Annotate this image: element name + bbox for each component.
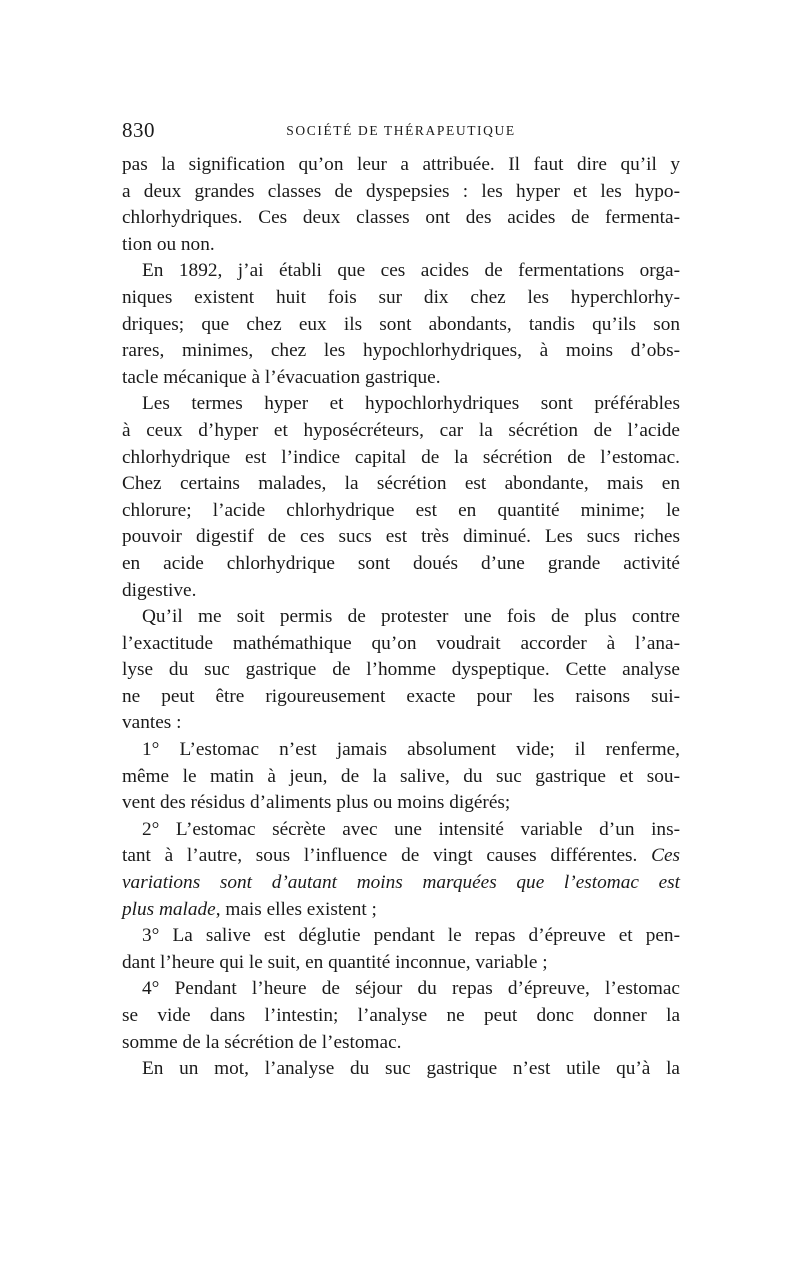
text-line <box>122 897 680 924</box>
text-line: Les termes hyper et hypochlorhydriques sont préférables <box>142 393 680 415</box>
text-line: chlorhydrique est l’indice capital de la sécrétion de l’estomac. <box>122 446 680 468</box>
italic-segment: variations sont d’autant moins marquées que l’estomac est <box>122 872 680 894</box>
text-line: à ceux d’hyper et hyposécréteurs, car la sécrétion de l’acide <box>122 419 680 441</box>
text-line <box>122 870 680 897</box>
text-segment: tant à l’autre, sous l’influence de vingt causes différentes. <box>122 845 652 867</box>
page-number: 830 <box>122 118 155 142</box>
text-line: chlorhydriques. Ces deux classes ont des acides de fermenta- <box>122 207 680 229</box>
text-line: tacle mécanique à l’évacuation gastrique. <box>122 366 441 388</box>
text-line: driques; que chez eux ils sont abondants, tandis qu’ils son <box>122 313 680 335</box>
text-line: vent des résidus d’aliments plus ou moins digérés; <box>122 792 511 814</box>
running-header <box>122 118 680 148</box>
text-line: En un mot, l’analyse du suc gastrique n’est utile qu’à la <box>142 1058 680 1080</box>
paragraph <box>122 152 680 258</box>
text-line: pas la signification qu’on leur a attribuée. Il faut dire qu’il y <box>122 154 680 175</box>
text-line: niques existent huit fois sur dix chez les hyperchlorhy- <box>122 286 680 308</box>
paragraph <box>122 604 680 737</box>
text-line: lyse du suc gastrique de l’homme dyspeptique. Cette analyse <box>122 659 680 681</box>
italic-segment: Ces <box>651 845 680 867</box>
numbered-paragraph <box>122 923 680 976</box>
paragraph <box>122 258 680 391</box>
text-line: 3° La salive est déglutie pendant le repas d’épreuve et pen- <box>142 925 680 947</box>
text-segment: , mais elles existent ; <box>215 898 377 920</box>
text-line: dant l’heure qui le suit, en quantité inconnue, variable ; <box>122 951 548 973</box>
text-line: 1° L’estomac n’est jamais absolument vide; il renferme, <box>142 739 680 761</box>
paragraph <box>122 1056 680 1083</box>
italic-segment: plus malade <box>122 898 216 920</box>
numbered-paragraph <box>122 976 680 1056</box>
text-line <box>122 843 680 870</box>
text-line: 2° L’estomac sécrète avec une intensité variable d’un ins- <box>142 818 680 840</box>
running-title: SOCIÉTÉ DE THÉRAPEUTIQUE <box>286 123 516 138</box>
text-line: vantes : <box>122 712 182 734</box>
text-line: chlorure; l’acide chlorhydrique est en quantité minime; le <box>122 499 680 521</box>
text-line: somme de la sécrétion de l’estomac. <box>122 1031 402 1053</box>
numbered-paragraph <box>122 817 680 923</box>
text-line: l’exactitude mathémathique qu’on voudrait accorder à l’ana- <box>122 632 680 654</box>
text-line: en acide chlorhydrique sont doués d’une grande activité <box>122 552 680 574</box>
text-line: 4° Pendant l’heure de séjour du repas d’épreuve, l’estomac <box>142 978 680 1000</box>
text-line: digestive. <box>122 579 197 601</box>
text-line: Qu’il me soit permis de protester une fois de plus contre <box>142 606 680 628</box>
numbered-paragraph <box>122 737 680 817</box>
book-page <box>122 118 680 1083</box>
text-line: ne peut être rigoureusement exacte pour les raisons sui- <box>122 685 680 707</box>
text-line: En 1892, j’ai établi que ces acides de fermentations orga- <box>142 260 680 282</box>
text-line: pouvoir digestif de ces sucs est très diminué. Les sucs riches <box>122 526 680 548</box>
text-line: même le matin à jeun, de la salive, du suc gastrique et sou- <box>122 765 680 787</box>
paragraph <box>122 391 680 604</box>
text-line: rares, minimes, chez les hypochlorhydriques, à moins d’obs- <box>122 340 680 362</box>
text-line: tion ou non. <box>122 233 215 255</box>
text-line: Chez certains malades, la sécrétion est abondante, mais en <box>122 473 680 495</box>
text-line: se vide dans l’intestin; l’analyse ne peut donc donner la <box>122 1005 680 1026</box>
text-line: a deux grandes classes de dyspepsies : les hyper et les hypo- <box>122 180 680 202</box>
